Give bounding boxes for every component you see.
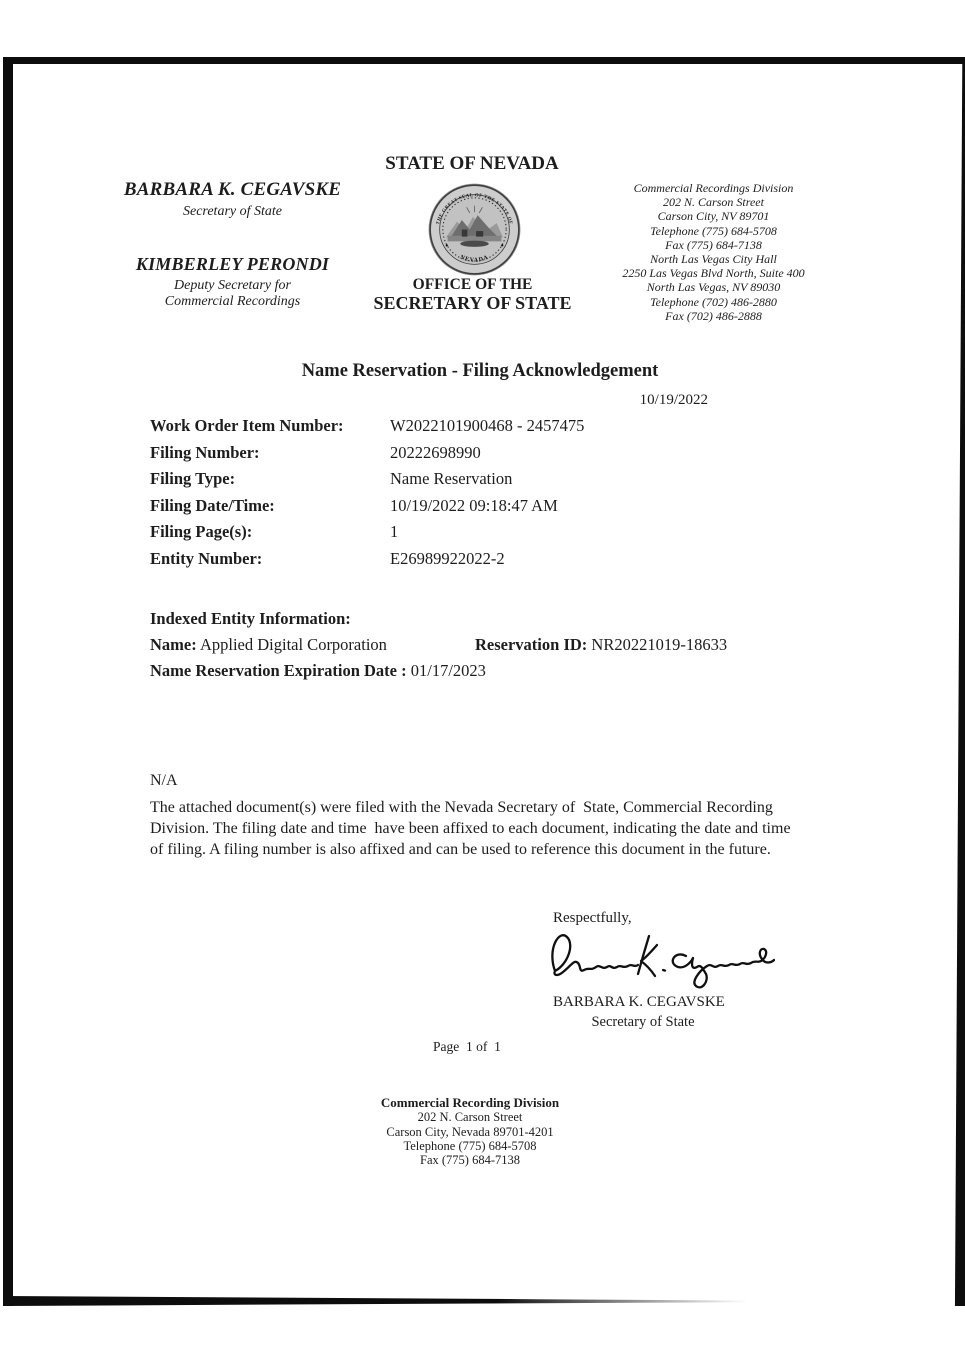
nevada-state-seal <box>427 182 522 277</box>
indexed-entity-heading: Indexed Entity Information: <box>150 609 351 628</box>
official-name: BARBARA K. CEGAVSKE <box>123 179 342 200</box>
footer-line: 202 N. Carson Street <box>417 1110 523 1125</box>
reservation-id-label: Reservation ID: <box>475 635 588 654</box>
filing-field-row <box>150 522 710 549</box>
official-title: Secretary of State <box>182 204 282 219</box>
official-title-line: Commercial Recordings <box>164 294 301 309</box>
office-heading-line2: SECRETARY OF STATE <box>373 293 572 313</box>
filing-field-row <box>150 549 710 576</box>
page-indicator: Page 1 of 1 <box>433 1039 501 1054</box>
filing-fields-table <box>150 416 710 576</box>
scan-border-top <box>3 57 965 64</box>
field-value: Name Reservation <box>390 469 513 489</box>
filing-field-row <box>150 416 710 443</box>
expiration-date-label: Name Reservation Expiration Date : <box>150 661 407 680</box>
filing-field-row <box>150 443 710 470</box>
entity-name-label: Name: <box>150 635 197 654</box>
footer-line: Carson City, Nevada 89701-4201 <box>386 1124 554 1139</box>
field-value: E26989922022-2 <box>390 548 505 568</box>
scan-border-right <box>950 62 965 1306</box>
office-heading-line1: OFFICE OF THE <box>412 276 533 293</box>
seal-ring-text: THE GREAT SEAL OF THE STATE OF <box>436 193 513 226</box>
field-value: 20222698990 <box>390 442 481 462</box>
address-line: Commercial Recordings Division <box>633 181 794 195</box>
official-title-line: Deputy Secretary for <box>174 278 291 293</box>
document-title: Name Reservation - Filing Acknowledgement <box>301 361 659 381</box>
field-label: Filing Date/Time: <box>150 495 275 515</box>
expiration-date-row <box>150 661 486 681</box>
address-line: 202 N. Carson Street <box>663 195 764 210</box>
official-block-secretary <box>110 179 355 220</box>
address-north-las-vegas <box>591 252 836 323</box>
reservation-id-group <box>475 635 727 655</box>
field-label: Work Order Item Number: <box>150 416 344 435</box>
footer-line: Telephone (775) 684-5708 <box>403 1138 537 1153</box>
official-block-deputy <box>110 254 355 310</box>
footer-line: Commercial Recording Division <box>380 1095 560 1110</box>
signer-block <box>553 994 733 1031</box>
field-value: W2022101900468 - 2457475 <box>390 416 585 435</box>
footer-line: Fax (775) 684-7138 <box>420 1153 520 1168</box>
address-carson-city <box>591 181 836 252</box>
reservation-id-value: NR20221019-18633 <box>587 635 728 654</box>
official-name: KIMBERLEY PERONDI <box>135 254 330 274</box>
signer-title: Secretary of State <box>591 1014 695 1030</box>
field-value: 10/19/2022 09:18:47 AM <box>390 495 558 515</box>
address-line: Carson City, NV 89701 <box>657 209 770 224</box>
field-label: Entity Number: <box>150 548 263 568</box>
signer-name: BARBARA K. CEGAVSKE <box>553 994 725 1010</box>
address-line: Telephone (702) 486-2880 <box>650 294 777 309</box>
footer-address-block <box>340 1096 600 1167</box>
office-heading <box>365 276 580 314</box>
expiration-date-value: 01/17/2023 <box>406 661 486 680</box>
document-date: 10/19/2022 <box>639 392 708 408</box>
scan-border-left <box>3 57 13 1306</box>
address-line: North Las Vegas City Hall <box>650 252 777 266</box>
filing-field-row <box>150 496 710 523</box>
address-line: Fax (775) 684-7138 <box>665 237 762 252</box>
acknowledgement-paragraph: The attached document(s) were filed with the Nevada Secretary of State, Commercial Recording Division. The filing date and time have been affixed to each document, indicating the date and time of filing. A filing number is also affixed and can be used to reference this document in the future. <box>150 799 795 858</box>
salutation: Respectfully, <box>553 910 632 926</box>
address-line: North Las Vegas, NV 89030 <box>646 280 781 295</box>
entity-name-value: Applied Digital Corporation <box>196 635 387 654</box>
entity-name-row <box>150 635 810 655</box>
field-value: 1 <box>390 522 399 542</box>
address-line: Telephone (775) 684-5708 <box>650 223 777 238</box>
scan-border-bottom <box>3 1296 763 1306</box>
address-line: Fax (702) 486-2888 <box>665 308 762 323</box>
filing-field-row <box>150 469 710 496</box>
field-label: Filing Number: <box>150 442 260 462</box>
na-text: N/A <box>150 772 178 789</box>
seal-bottom-text: NEVADA <box>459 254 490 264</box>
state-of-nevada-heading: STATE OF NEVADA <box>385 153 559 174</box>
field-label: Filing Page(s): <box>150 522 253 542</box>
address-line: 2250 Las Vegas Blvd North, Suite 400 <box>622 266 805 281</box>
signature-image <box>545 921 775 999</box>
field-label: Filing Type: <box>150 469 236 489</box>
